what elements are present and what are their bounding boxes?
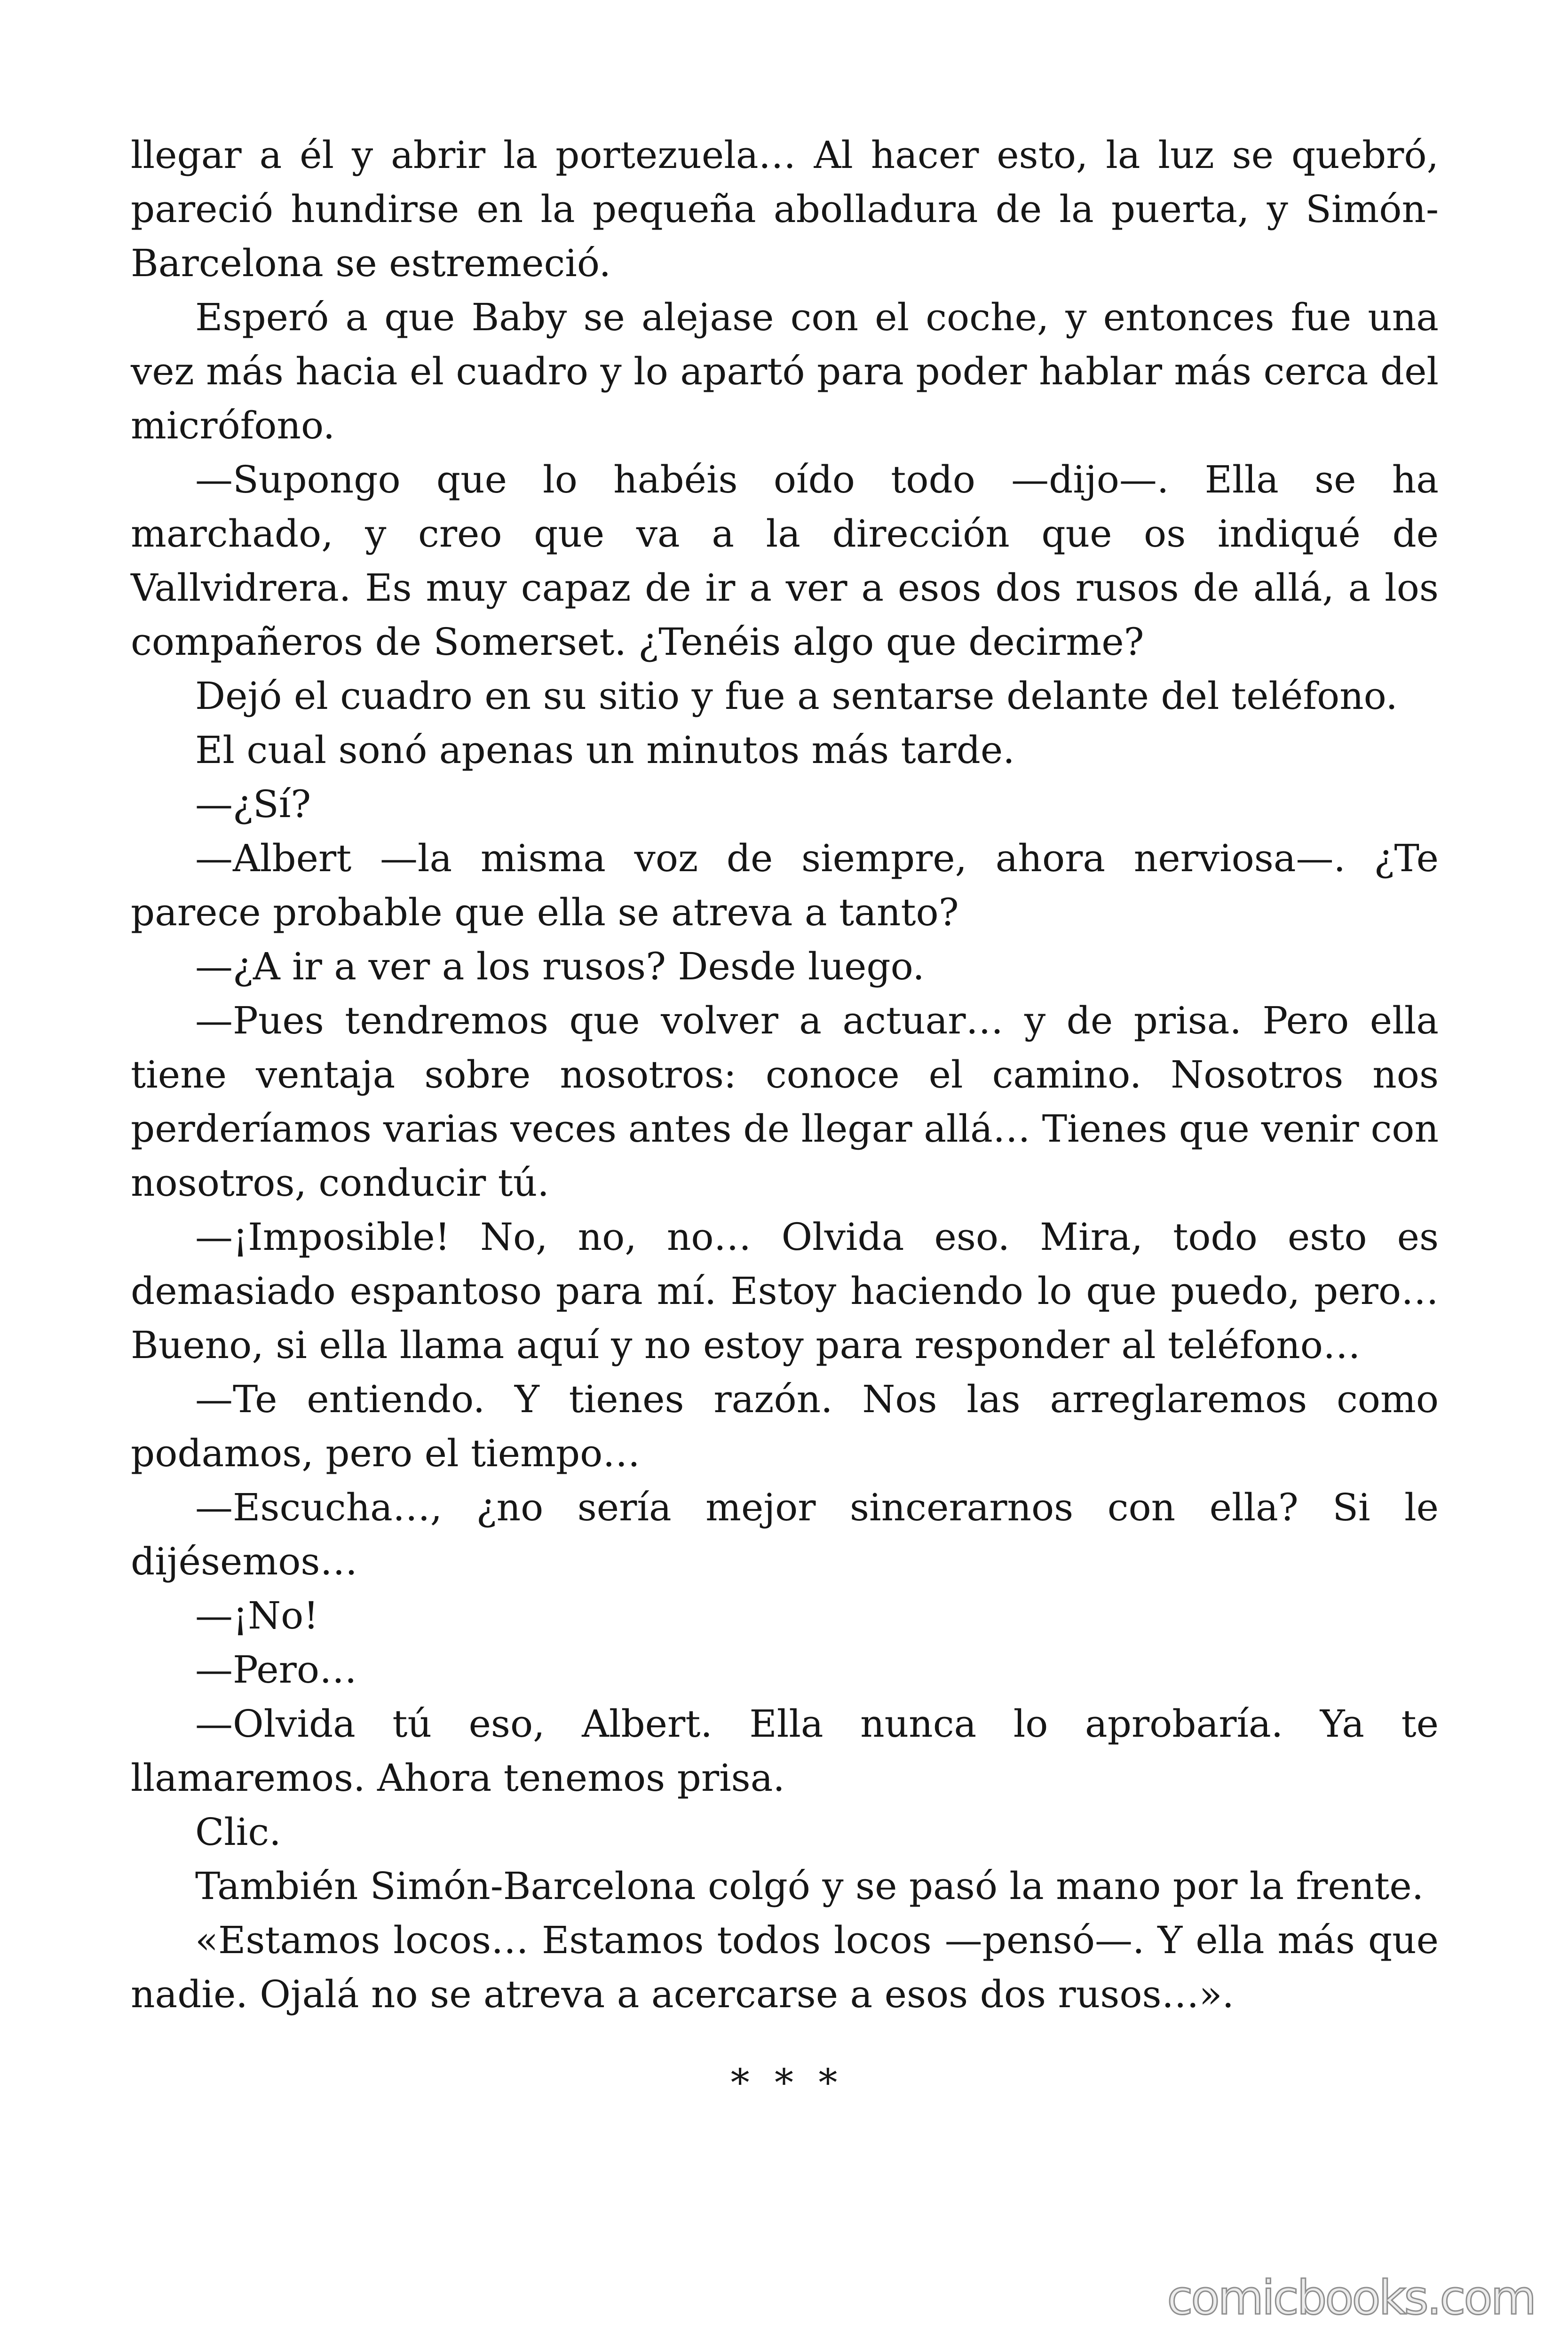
text-line: —Albert —la misma voz de siempre, ahora nerviosa—. ¿Te xyxy=(195,836,1439,880)
text-line: perderíamos varias veces antes de llegar allá… Tienes que venir con xyxy=(131,1107,1439,1151)
text-line: llamaremos. Ahora tenemos prisa. xyxy=(131,1756,785,1800)
text-line: Bueno, si ella llama aquí y no estoy para responder al teléfono… xyxy=(131,1323,1361,1367)
paragraph xyxy=(131,1697,1439,1805)
text-line: —Pero… xyxy=(195,1648,357,1692)
paragraph xyxy=(131,993,1439,1210)
paragraph xyxy=(131,1859,1439,1913)
text-line: podamos, pero el tiempo… xyxy=(131,1431,641,1475)
text-line: Esperó a que Baby se alejase con el coche, y entonces fue una xyxy=(195,295,1439,339)
text-line: —Olvida tú eso, Albert. Ella nunca lo aprobaría. Ya te xyxy=(195,1702,1439,1746)
text-line: —Supongo que lo habéis oído todo —dijo—. Ella se ha xyxy=(195,458,1439,501)
text-line: Dejó el cuadro en su sitio y fue a sentarse delante del teléfono. xyxy=(195,674,1398,718)
text-line: nadie. Ojalá no se atreva a acercarse a esos dos rusos…». xyxy=(131,1972,1234,2016)
text-line: Barcelona se estremeció. xyxy=(131,241,611,285)
text-line: dijésemos… xyxy=(131,1540,358,1583)
paragraph xyxy=(131,669,1439,723)
text-line: pareció hundirse en la pequeña abolladura de la puerta, y Simón- xyxy=(131,187,1439,231)
text-line: compañeros de Somerset. ¿Tenéis algo que decirme? xyxy=(131,620,1144,664)
paragraph xyxy=(131,939,1439,993)
paragraph xyxy=(131,777,1439,831)
paragraph xyxy=(131,290,1439,453)
text-line: —¿Sí? xyxy=(195,782,311,826)
text-line: llegar a él y abrir la portezuela… Al hacer esto, la luz se quebró, xyxy=(131,133,1439,177)
text-line: Vallvidrera. Es muy capaz de ir a ver a esos dos rusos de allá, a los xyxy=(131,566,1439,610)
watermark-logo: comicbooks.com xyxy=(1167,2270,1535,2325)
text-line: —¡No! xyxy=(195,1594,319,1637)
text-line: nosotros, conducir tú. xyxy=(131,1161,549,1205)
text-line: marchado, y creo que va a la dirección que os indiqué de xyxy=(131,512,1439,556)
paragraph xyxy=(131,831,1439,939)
paragraph xyxy=(131,1805,1439,1859)
paragraph xyxy=(131,1913,1439,2021)
paragraph xyxy=(131,1210,1439,1372)
text-line: vez más hacia el cuadro y lo apartó para poder hablar más cerca del xyxy=(131,350,1439,393)
text-line: —Escucha…, ¿no sería mejor sincerarnos con ella? Si le xyxy=(195,1486,1439,1529)
paragraph xyxy=(131,1589,1439,1643)
text-line: Clic. xyxy=(195,1810,281,1854)
text-line: micrófono. xyxy=(131,404,335,447)
section-break: * * * xyxy=(730,2061,838,2105)
text-line: —Pues tendremos que volver a actuar… y de prisa. Pero ella xyxy=(195,999,1439,1042)
text-line: El cual sonó apenas un minutos más tarde. xyxy=(195,728,1015,772)
text-line: También Simón-Barcelona colgó y se pasó la mano por la frente. xyxy=(195,1864,1424,1908)
text-line: —Te entiendo. Y tienes razón. Nos las arreglaremos como xyxy=(195,1377,1439,1421)
text-line: parece probable que ella se atreva a tanto? xyxy=(131,890,959,934)
paragraph xyxy=(131,128,1439,290)
text-line: tiene ventaja sobre nosotros: conoce el camino. Nosotros nos xyxy=(131,1053,1439,1097)
body-text xyxy=(131,128,1439,2021)
text-line: demasiado espantoso para mí. Estoy haciendo lo que puedo, pero… xyxy=(131,1269,1439,1313)
text-line: «Estamos locos… Estamos todos locos —pensó—. Y ella más que xyxy=(195,1918,1439,1962)
paragraph xyxy=(131,1643,1439,1697)
paragraph xyxy=(131,1372,1439,1480)
text-line: —¡Imposible! No, no, no… Olvida eso. Mira, todo esto es xyxy=(195,1215,1439,1259)
paragraph xyxy=(131,1480,1439,1589)
paragraph xyxy=(131,453,1439,669)
text-line: —¿A ir a ver a los rusos? Desde luego. xyxy=(195,945,925,988)
paragraph xyxy=(131,723,1439,777)
